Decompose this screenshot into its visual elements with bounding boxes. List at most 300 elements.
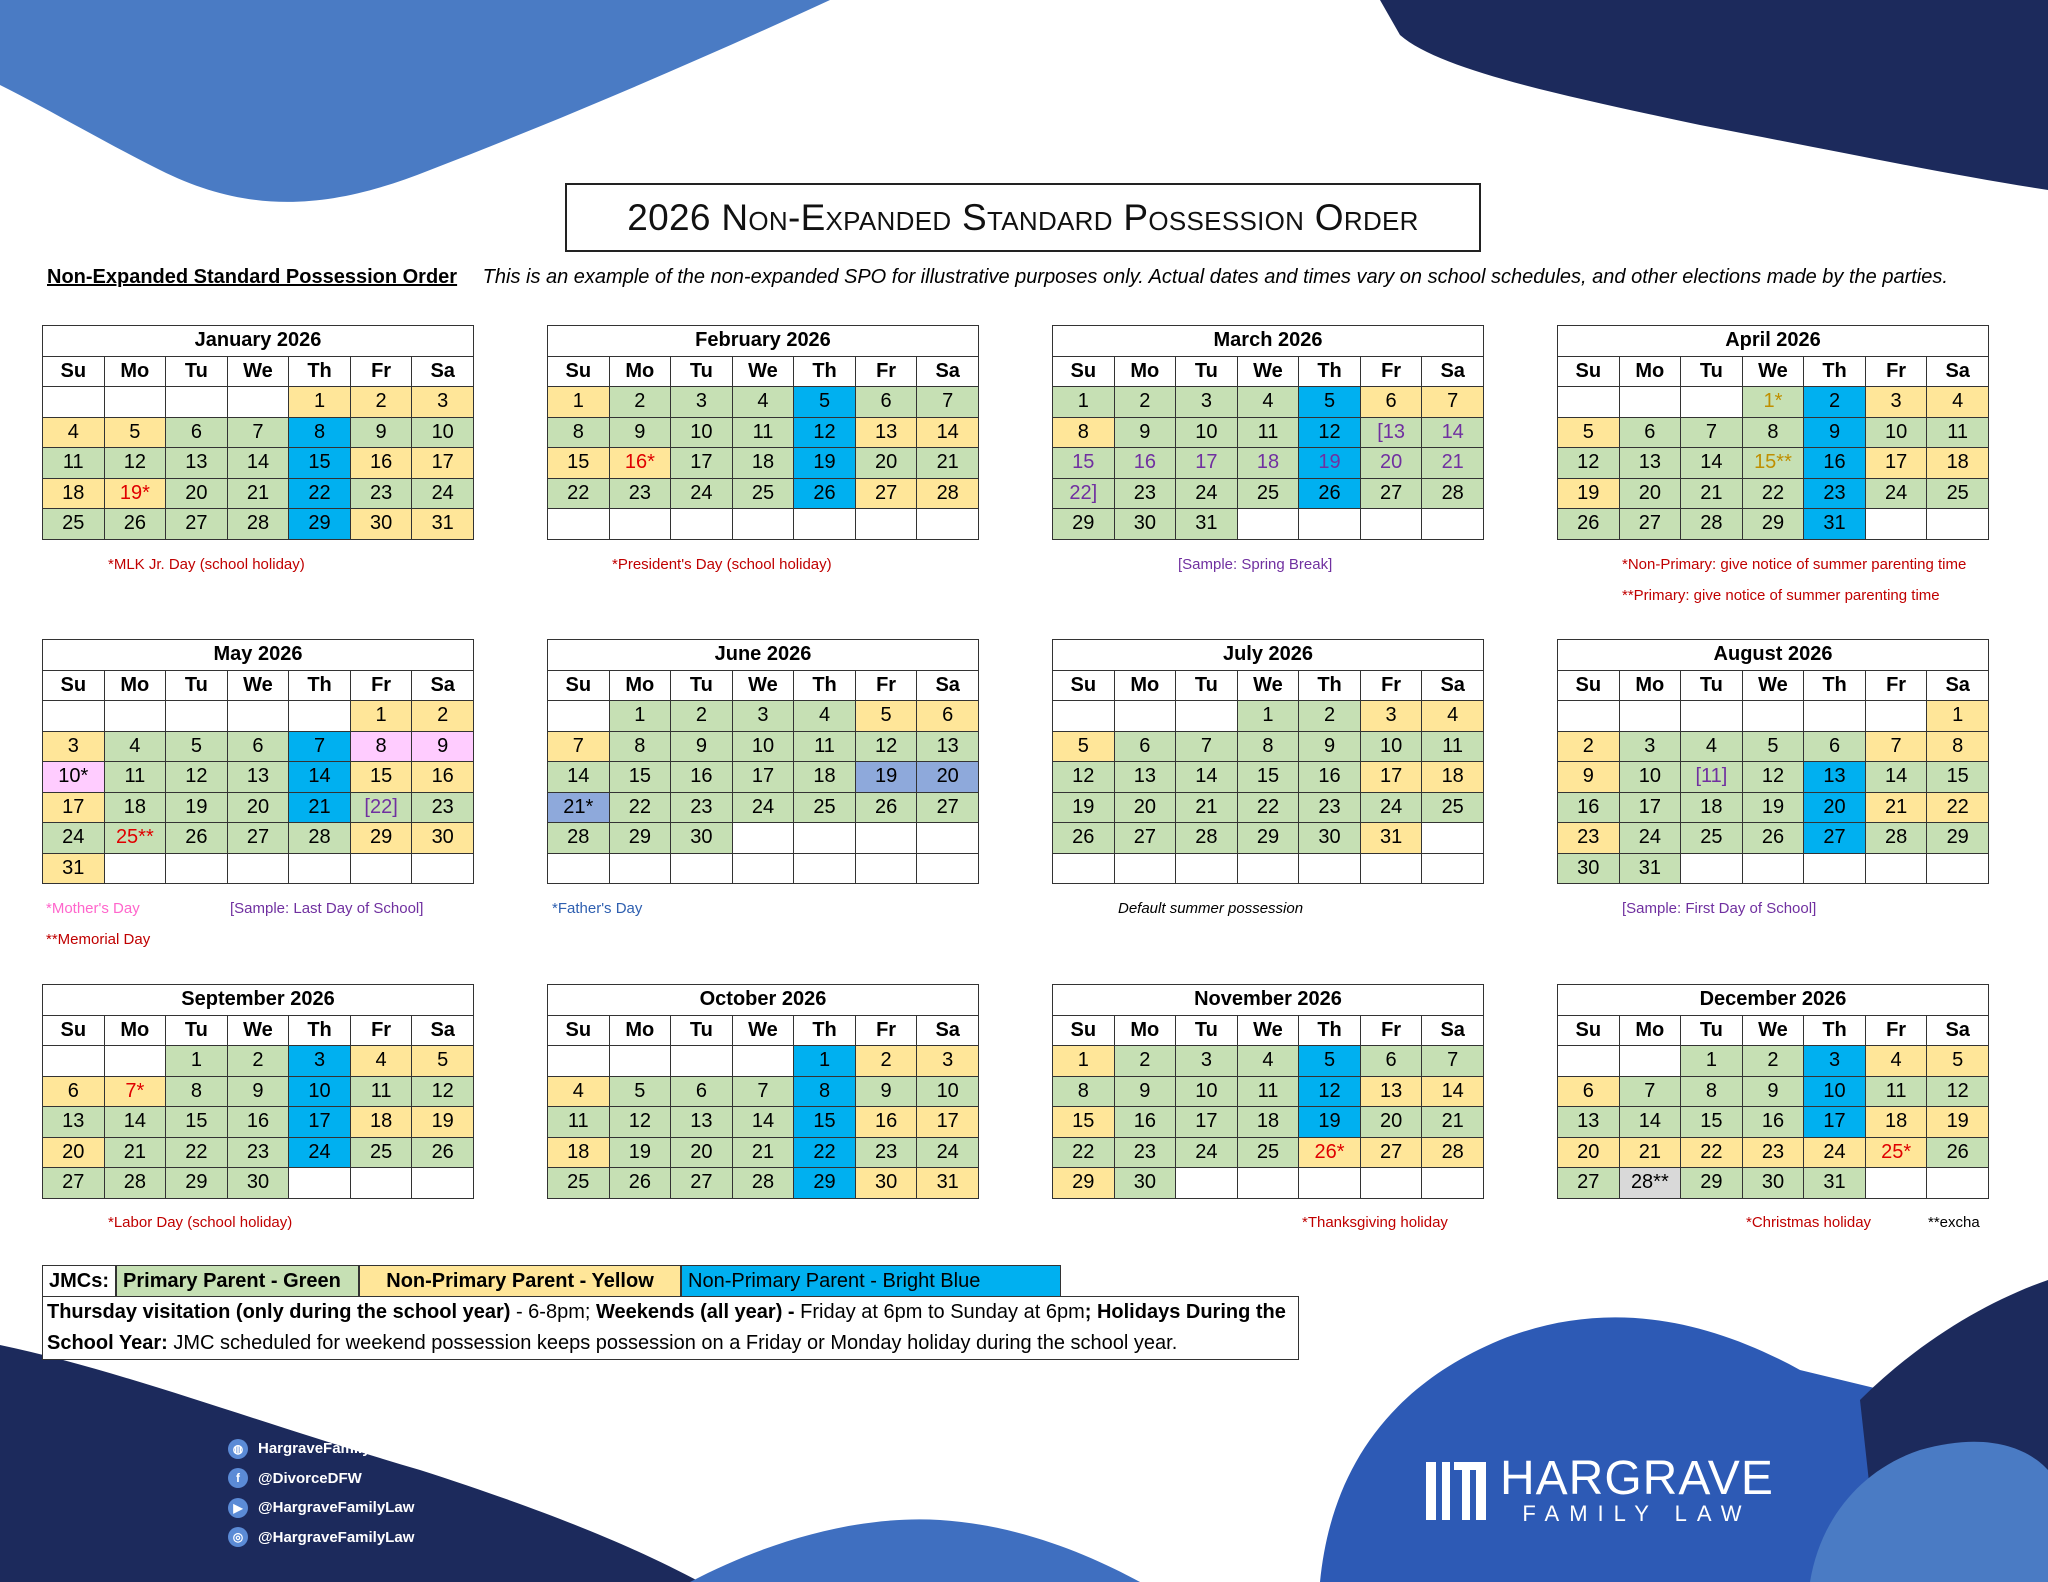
day-cell: 4 [1927, 387, 1989, 418]
day-cell: 26 [609, 1168, 671, 1199]
weekday-header: Sa [1927, 1015, 1989, 1046]
note-spring-break: [Sample: Spring Break] [1178, 556, 1333, 573]
day-cell: 19* [104, 478, 166, 509]
day-cell: 26 [1742, 823, 1804, 854]
day-cell: 27 [1114, 823, 1176, 854]
day-cell: 26* [1299, 1137, 1361, 1168]
weekday-header: We [1742, 356, 1804, 387]
day-cell: 29 [289, 509, 351, 540]
weekday-header: Su [548, 670, 610, 701]
day-cell: 4 [43, 417, 105, 448]
empty-cell [794, 823, 856, 854]
day-cell: 22 [609, 792, 671, 823]
day-cell: 13 [43, 1107, 105, 1138]
month-title: June 2026 [548, 640, 979, 671]
day-cell: 16 [1558, 792, 1620, 823]
day-cell: 10 [1804, 1076, 1866, 1107]
day-cell: 13 [1619, 448, 1681, 479]
weekday-header: Mo [104, 670, 166, 701]
day-cell: 1 [350, 701, 412, 732]
day-cell: 15** [1742, 448, 1804, 479]
day-cell: 30 [412, 823, 474, 854]
weekday-header: Sa [1422, 356, 1484, 387]
title-box [565, 183, 1481, 252]
weekday-header: Th [1299, 1015, 1361, 1046]
week-row [548, 853, 979, 884]
day-cell: 25 [1422, 792, 1484, 823]
day-cell: 19 [1927, 1107, 1989, 1138]
month-calendar [1052, 639, 1484, 884]
day-cell: 12 [855, 731, 917, 762]
day-cell: 16 [412, 762, 474, 793]
day-cell: 22 [1053, 1137, 1115, 1168]
day-cell: 27 [1558, 1168, 1620, 1199]
day-cell: 12 [1558, 448, 1620, 479]
week-row [1053, 1107, 1484, 1138]
day-cell: 24 [671, 478, 733, 509]
weekday-header: Fr [1865, 1015, 1927, 1046]
legend-primary-green: Primary Parent - Green [116, 1265, 359, 1297]
month-title: January 2026 [43, 326, 474, 357]
day-cell: 3 [732, 701, 794, 732]
weekday-header: Su [43, 670, 105, 701]
empty-cell [104, 387, 166, 418]
day-cell: 12 [794, 417, 856, 448]
day-cell: 22 [548, 478, 610, 509]
day-cell: 25 [1927, 478, 1989, 509]
weekday-header: Th [289, 670, 351, 701]
day-cell: 27 [855, 478, 917, 509]
empty-cell [1681, 701, 1743, 732]
weekday-header: We [227, 356, 289, 387]
day-cell: 30 [671, 823, 733, 854]
weekday-header: Fr [1360, 670, 1422, 701]
weekday-header: Su [548, 356, 610, 387]
month-title: May 2026 [43, 640, 474, 671]
note-thanksgiving: *Thanksgiving holiday [1302, 1214, 1448, 1231]
day-cell: 3 [43, 731, 105, 762]
day-cell: 25 [43, 509, 105, 540]
week-row [1558, 731, 1989, 762]
day-cell: 25 [1681, 823, 1743, 854]
empty-cell [1176, 1168, 1238, 1199]
day-cell: 4 [1237, 387, 1299, 418]
week-row [548, 762, 979, 793]
day-cell: 19 [166, 792, 228, 823]
weekday-header: Tu [166, 1015, 228, 1046]
social-instagram[interactable] [228, 1523, 434, 1553]
day-cell: 7 [732, 1076, 794, 1107]
weekday-header: Tu [1176, 1015, 1238, 1046]
day-cell: 1 [548, 387, 610, 418]
empty-cell [917, 853, 979, 884]
day-cell: 6 [1360, 387, 1422, 418]
day-cell: 16 [227, 1107, 289, 1138]
day-cell: 15 [548, 448, 610, 479]
day-cell: 8 [1742, 417, 1804, 448]
day-cell: 10* [43, 762, 105, 793]
week-row [43, 387, 474, 418]
day-cell: 27 [671, 1168, 733, 1199]
day-cell: 9 [412, 731, 474, 762]
day-cell: 21 [1619, 1137, 1681, 1168]
empty-cell [548, 853, 610, 884]
day-cell: 12 [1053, 762, 1115, 793]
empty-cell [43, 387, 105, 418]
social-facebook[interactable] [228, 1464, 434, 1494]
day-cell: 20 [671, 1137, 733, 1168]
week-row [1053, 701, 1484, 732]
weekday-header: Mo [1114, 670, 1176, 701]
day-cell: 29 [1053, 1168, 1115, 1199]
day-cell: 17 [1865, 448, 1927, 479]
day-cell: 10 [1360, 731, 1422, 762]
day-cell: 28 [732, 1168, 794, 1199]
day-cell: 5 [1053, 731, 1115, 762]
day-cell: 21 [1422, 448, 1484, 479]
month-title: October 2026 [548, 985, 979, 1016]
day-cell: 2 [227, 1046, 289, 1077]
week-row [1053, 1046, 1484, 1077]
day-cell: 21 [917, 448, 979, 479]
weekday-header: We [227, 1015, 289, 1046]
day-cell: 9 [350, 417, 412, 448]
month-calendar [1557, 639, 1989, 884]
empty-cell [1865, 853, 1927, 884]
day-cell: 2 [350, 387, 412, 418]
instagram-icon: ◎ [228, 1527, 248, 1547]
week-row [1053, 1137, 1484, 1168]
week-row [548, 1168, 979, 1199]
empty-cell [732, 823, 794, 854]
week-row [43, 478, 474, 509]
empty-cell [917, 823, 979, 854]
day-cell: 21 [1176, 792, 1238, 823]
day-cell: 29 [350, 823, 412, 854]
day-cell: 15 [1237, 762, 1299, 793]
day-cell: 9 [1114, 1076, 1176, 1107]
legend-nonprimary-yellow: Non-Primary Parent - Yellow [359, 1265, 681, 1297]
day-cell: 19 [412, 1107, 474, 1138]
globe-icon: ◍ [228, 1439, 248, 1459]
day-cell: 17 [917, 1107, 979, 1138]
day-cell: 31 [1176, 509, 1238, 540]
empty-cell [855, 853, 917, 884]
week-row [1558, 478, 1989, 509]
weekday-header: Th [794, 1015, 856, 1046]
day-cell: 7 [548, 731, 610, 762]
week-row [1558, 1137, 1989, 1168]
week-row [1053, 792, 1484, 823]
day-cell: 6 [855, 387, 917, 418]
week-row [548, 823, 979, 854]
empty-cell [1804, 701, 1866, 732]
week-row [1053, 853, 1484, 884]
day-cell: 16 [350, 448, 412, 479]
day-cell: 4 [794, 701, 856, 732]
empty-cell [1681, 387, 1743, 418]
weekday-header: Su [43, 356, 105, 387]
month-title: November 2026 [1053, 985, 1484, 1016]
day-cell: 2 [1299, 701, 1361, 732]
rule-holidays-label: ; Holidays During the School Year: [47, 1301, 1286, 1354]
empty-cell [1114, 701, 1176, 732]
day-cell: 29 [1742, 509, 1804, 540]
day-cell: 1* [1742, 387, 1804, 418]
day-cell: 4 [1865, 1046, 1927, 1077]
day-cell: 21 [732, 1137, 794, 1168]
weekday-header: Tu [671, 356, 733, 387]
month-calendar [1557, 984, 1989, 1199]
note-mlk-day: *MLK Jr. Day (school holiday) [108, 556, 305, 573]
day-cell: 31 [917, 1168, 979, 1199]
day-cell: 18 [1927, 448, 1989, 479]
day-cell: 19 [1558, 478, 1620, 509]
day-cell: 23 [1114, 1137, 1176, 1168]
jmc-legend [42, 1265, 1061, 1297]
day-cell: 7* [104, 1076, 166, 1107]
day-cell: 10 [289, 1076, 351, 1107]
rule-weekends-text: Friday at 6pm to Sunday at 6pm [794, 1301, 1085, 1323]
week-row [43, 1046, 474, 1077]
week-row [1053, 448, 1484, 479]
weekday-header: Fr [1865, 356, 1927, 387]
day-cell: 17 [1360, 762, 1422, 793]
day-cell: 5 [1742, 731, 1804, 762]
day-cell: 12 [1927, 1076, 1989, 1107]
empty-cell [1558, 1046, 1620, 1077]
day-cell: 6 [917, 701, 979, 732]
day-cell: 23 [1558, 823, 1620, 854]
day-cell: 28 [1865, 823, 1927, 854]
weekday-header: Sa [412, 1015, 474, 1046]
day-cell: 3 [917, 1046, 979, 1077]
day-cell: 11 [1237, 417, 1299, 448]
day-cell: 19 [1742, 792, 1804, 823]
day-cell: 26 [1053, 823, 1115, 854]
day-cell: 14 [1422, 417, 1484, 448]
note-nonprimary-notice: *Non-Primary: give notice of summer parenting time [1622, 556, 1967, 573]
week-row [1053, 417, 1484, 448]
note-default-summer: Default summer possession [1118, 900, 1304, 917]
day-cell: 6 [671, 1076, 733, 1107]
day-cell: 13 [671, 1107, 733, 1138]
day-cell: 3 [1865, 387, 1927, 418]
empty-cell [43, 701, 105, 732]
day-cell: 1 [794, 1046, 856, 1077]
day-cell: 8 [289, 417, 351, 448]
day-cell: 30 [227, 1168, 289, 1199]
week-row [1558, 509, 1989, 540]
day-cell: 28 [1681, 509, 1743, 540]
weekday-header: Su [1558, 1015, 1620, 1046]
week-row [548, 701, 979, 732]
month-title: February 2026 [548, 326, 979, 357]
day-cell: 1 [1053, 387, 1115, 418]
day-cell: 8 [794, 1076, 856, 1107]
weekday-header: Sa [1927, 356, 1989, 387]
month-title: April 2026 [1558, 326, 1989, 357]
day-cell: 12 [1742, 762, 1804, 793]
weekday-header: We [1742, 670, 1804, 701]
weekday-header: Fr [1360, 1015, 1422, 1046]
empty-cell [1681, 853, 1743, 884]
day-cell: 29 [166, 1168, 228, 1199]
month-calendar [1052, 325, 1484, 540]
week-row [1558, 853, 1989, 884]
day-cell: 13 [227, 762, 289, 793]
day-cell: 3 [1804, 1046, 1866, 1077]
empty-cell [1299, 853, 1361, 884]
day-cell: 22 [1237, 792, 1299, 823]
intro-label: Non-Expanded Standard Possession Order [47, 266, 458, 288]
day-cell: 27 [43, 1168, 105, 1199]
day-cell: 15 [1053, 448, 1115, 479]
note-presidents-day: *President's Day (school holiday) [612, 556, 832, 573]
empty-cell [671, 509, 733, 540]
weekday-header: Sa [1927, 670, 1989, 701]
week-row [43, 792, 474, 823]
day-cell: 8 [1927, 731, 1989, 762]
day-cell: 21* [548, 792, 610, 823]
day-cell: 28** [1619, 1168, 1681, 1199]
day-cell: 17 [43, 792, 105, 823]
empty-cell [1360, 509, 1422, 540]
empty-cell [289, 701, 351, 732]
note-labor-day: *Labor Day (school holiday) [108, 1214, 293, 1231]
weekday-header: We [1237, 670, 1299, 701]
week-row [548, 1107, 979, 1138]
day-cell: 24 [917, 1137, 979, 1168]
day-cell: 23 [671, 792, 733, 823]
day-cell: 26 [412, 1137, 474, 1168]
day-cell: 17 [289, 1107, 351, 1138]
weekday-header: Mo [1619, 670, 1681, 701]
day-cell: 27 [227, 823, 289, 854]
empty-cell [1299, 509, 1361, 540]
weekday-header: We [732, 670, 794, 701]
day-cell: 20 [227, 792, 289, 823]
week-row [1558, 701, 1989, 732]
month-calendar [1557, 325, 1989, 540]
week-row [1558, 1046, 1989, 1077]
week-row [1053, 731, 1484, 762]
month-calendar [42, 325, 474, 540]
social-website[interactable] [228, 1434, 434, 1464]
youtube-text: @HargraveFamilyLaw [258, 1499, 415, 1517]
week-row [548, 792, 979, 823]
day-cell: 8 [609, 731, 671, 762]
day-cell: 9 [1804, 417, 1866, 448]
day-cell: 31 [1619, 853, 1681, 884]
empty-cell [1927, 1168, 1989, 1199]
day-cell: 30 [1299, 823, 1361, 854]
day-cell: 18 [1237, 448, 1299, 479]
week-row [1558, 448, 1989, 479]
day-cell: 13 [917, 731, 979, 762]
day-cell: 12 [1299, 1076, 1361, 1107]
empty-cell [227, 387, 289, 418]
day-cell: 6 [43, 1076, 105, 1107]
day-cell: 25 [1237, 1137, 1299, 1168]
empty-cell [732, 853, 794, 884]
empty-cell [166, 853, 228, 884]
day-cell: 25 [1237, 478, 1299, 509]
day-cell: 5 [412, 1046, 474, 1077]
day-cell: 26 [794, 478, 856, 509]
possession-rules [42, 1296, 1299, 1360]
day-cell: [13 [1360, 417, 1422, 448]
weekday-header: Tu [1176, 670, 1238, 701]
day-cell: 31 [1360, 823, 1422, 854]
week-row [43, 1076, 474, 1107]
day-cell: 16* [609, 448, 671, 479]
day-cell: 3 [1360, 701, 1422, 732]
empty-cell [732, 509, 794, 540]
month-title: July 2026 [1053, 640, 1484, 671]
week-row [1053, 478, 1484, 509]
week-row [1558, 1107, 1989, 1138]
empty-cell [104, 853, 166, 884]
day-cell: 17 [412, 448, 474, 479]
weekday-header: Sa [917, 1015, 979, 1046]
empty-cell [1619, 701, 1681, 732]
day-cell: 18 [548, 1137, 610, 1168]
day-cell: 28 [104, 1168, 166, 1199]
day-cell: 13 [166, 448, 228, 479]
empty-cell [1558, 701, 1620, 732]
day-cell: 15 [1927, 762, 1989, 793]
day-cell: 10 [1619, 762, 1681, 793]
social-youtube[interactable] [228, 1493, 434, 1523]
day-cell: 17 [1619, 792, 1681, 823]
day-cell: 14 [289, 762, 351, 793]
day-cell: 8 [350, 731, 412, 762]
day-cell: 10 [917, 1076, 979, 1107]
day-cell: 3 [412, 387, 474, 418]
week-row [548, 1076, 979, 1107]
day-cell: 20 [1558, 1137, 1620, 1168]
empty-cell [855, 823, 917, 854]
day-cell: 1 [1681, 1046, 1743, 1077]
day-cell: 20 [1360, 1107, 1422, 1138]
day-cell: 11 [1237, 1076, 1299, 1107]
legend-nonprimary-blue: Non-Primary Parent - Bright Blue [681, 1265, 1061, 1297]
day-cell: 3 [1619, 731, 1681, 762]
day-cell: 30 [1114, 1168, 1176, 1199]
day-cell: 5 [166, 731, 228, 762]
day-cell: 3 [1176, 387, 1238, 418]
intro-line [47, 266, 2037, 294]
rule-weekends-label: Weekends (all year) - [595, 1301, 795, 1323]
note-memorial-day: **Memorial Day [46, 931, 151, 948]
day-cell: 10 [732, 731, 794, 762]
empty-cell [1299, 1168, 1361, 1199]
day-cell: 15 [1053, 1107, 1115, 1138]
week-row [43, 509, 474, 540]
day-cell: 24 [43, 823, 105, 854]
week-row [43, 853, 474, 884]
day-cell: 10 [671, 417, 733, 448]
logo-subtitle: FAMILY LAW [1522, 1501, 1752, 1526]
note-mothers-day: *Mother's Day [46, 900, 140, 917]
note-primary-notice: **Primary: give notice of summer parenting time [1622, 587, 1940, 604]
week-row [43, 701, 474, 732]
day-cell: 18 [104, 792, 166, 823]
weekday-header: Th [1804, 1015, 1866, 1046]
empty-cell [1422, 853, 1484, 884]
day-cell: 3 [289, 1046, 351, 1077]
